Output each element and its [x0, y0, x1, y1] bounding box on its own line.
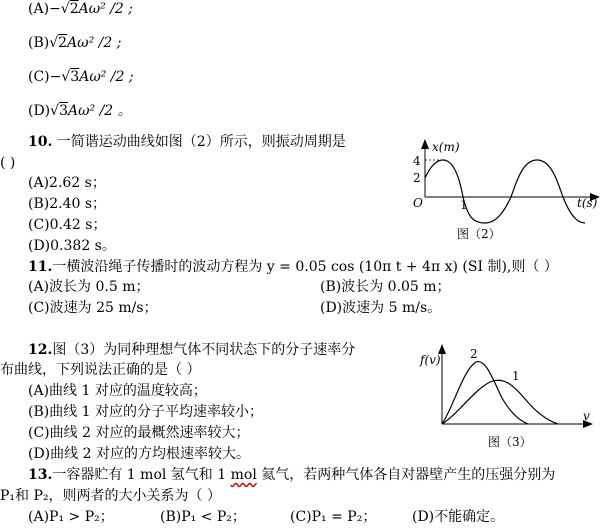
q13-option-b: (B)P₁ < P₂；	[160, 509, 246, 525]
fig3-x-axis-label: v	[583, 409, 590, 423]
fig2-y-axis-label: x(m)	[432, 140, 460, 154]
q9-option-c: (C)−√3Aω² /2 ;	[28, 69, 134, 85]
q10-option-b: (B)2.40 s；	[28, 196, 107, 212]
fig2-tick-1: 1	[460, 198, 468, 212]
q12-option-d: (D)曲线 2 对应的方均根速率较大。	[28, 446, 250, 462]
q9-option-a: (A)−√2Aω² /2 ;	[28, 1, 134, 17]
q12-stem-line1: 12.图（3）为同种理想气体不同状态下的分子速率分	[28, 342, 356, 358]
q11-option-a: (A)波长为 0.5 m；	[28, 279, 150, 295]
q9-option-d: (D)√3Aω² /2 。	[28, 103, 132, 119]
q12-option-b: (B)曲线 1 对应的分子平均速率较小；	[28, 404, 264, 420]
fig2-tick-2: 2	[413, 171, 421, 185]
fig2-caption: 图（2）	[457, 227, 501, 241]
q11-option-b: (B)波长为 0.05 m；	[320, 279, 451, 295]
q13-stem-line1: 13.一容器贮有 1 mol 氢气和 1 mol 氦气，若两种气体各自对器壁产生的压强分别为	[28, 467, 556, 483]
q10-blank: ( )	[0, 155, 16, 171]
figure-3-speed-distribution	[418, 340, 598, 452]
q10-option-d: (D)0.382 s。	[28, 238, 116, 254]
q13-option-d: (D)不能确定。	[412, 509, 505, 525]
fig3-y-axis-label: f(v)	[420, 353, 441, 367]
q11-option-d: (D)波速为 5 m/s。	[320, 300, 442, 316]
q12-stem-line2: 布曲线，下列说法正确的是（ ）	[0, 362, 201, 378]
fig2-x-axis-label: t(s)	[577, 196, 598, 210]
q12-option-c: (C)曲线 2 对应的最概然速率较大；	[28, 425, 250, 441]
fig3-curve-label-2: 2	[470, 347, 478, 361]
q11-stem: 11.一横波沿绳子传播时的波动方程为 y = 0.05 cos (10π t + 4π x) (SI 制),则（ ）	[28, 259, 558, 275]
q10-option-c: (C)0.42 s；	[28, 217, 107, 233]
q10-option-a: (A)2.62 s；	[28, 175, 106, 191]
q9-option-b: (B)√2Aω² /2 ;	[28, 35, 122, 51]
fig3-curve-label-1: 1	[512, 369, 520, 383]
q13-stem-line2: P₁和 P₂，则两者的大小关系为（ ）	[0, 488, 221, 504]
fig3-caption: 图（3）	[488, 435, 532, 449]
figure-2-oscillation-graph	[405, 135, 605, 245]
q10-stem: 10. 一简谐运动曲线如图（2）所示，则振动周期是	[28, 134, 346, 150]
q12-option-a: (A)曲线 1 对应的温度较高；	[28, 383, 207, 399]
q11-option-c: (C)波速为 25 m/s；	[28, 300, 158, 316]
fig2-tick-4: 4	[413, 154, 421, 168]
q13-option-a: (A)P₁ > P₂；	[28, 509, 114, 525]
q13-option-c: (C)P₁ = P₂；	[290, 509, 377, 525]
fig2-origin: O	[413, 196, 423, 210]
